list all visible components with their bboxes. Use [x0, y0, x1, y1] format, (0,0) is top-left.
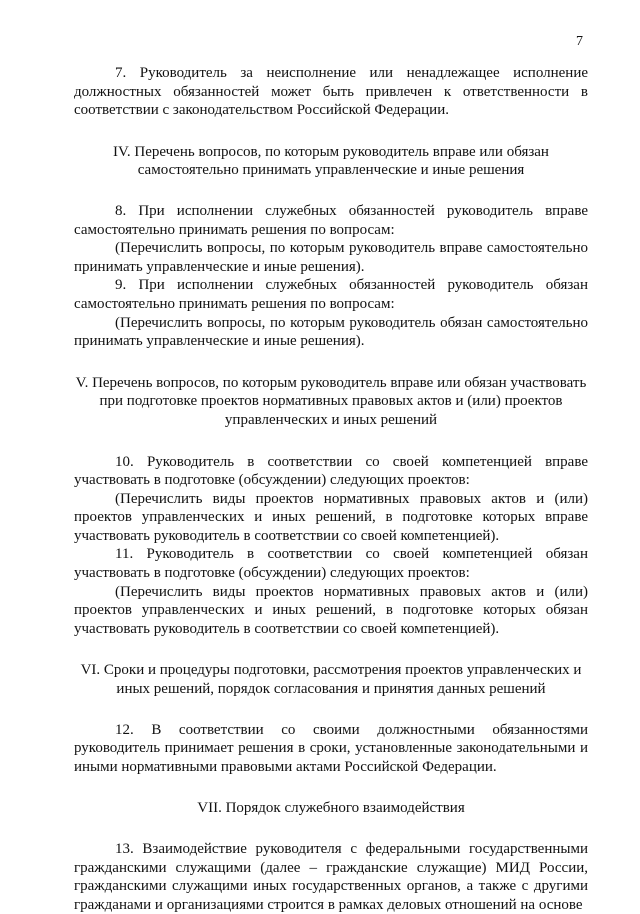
document-body	[74, 64, 588, 914]
paragraph-10-note: (Перечислить виды проектов нормативных правовых актов и (или) проектов управленческих и иных решений, в подготовке которых вправе участвовать руководитель в соответствии со своей компетенцией).	[74, 490, 588, 544]
section-heading-iv: IV. Перечень вопросов, по которым руководитель вправе или обязан самостоятельно принимать управленческие и иные решения	[113, 143, 549, 179]
paragraph-9-note: (Перечислить вопросы, по которым руководитель обязан самостоятельно принимать управленческие и иные решения).	[74, 314, 588, 350]
section-heading-v: V. Перечень вопросов, по которым руководитель вправе или обязан участвовать при подготовке проектов нормативных правовых актов и (или) проектов управленческих и иных решений	[75, 374, 587, 428]
section-heading-vi: VI. Сроки и процедуры подготовки, рассмотрения проектов управленческих и иных решений, порядок согласования и принятия данных решений	[80, 662, 582, 698]
paragraph-13: 13. Взаимодействие руководителя с федеральными государственными гражданскими служащими (далее – гражданские служащие) МИД России, гражданскими служащими иных государственных органов, а также с другими гражданами и организациями строится в рамках деловых отношений на основе	[74, 841, 588, 913]
paragraph-11: 11. Руководитель в соответствии со своей компетенцией обязан участвовать в подготовке (обсуждении) следующих проектов:	[74, 546, 588, 582]
paragraph-7: 7. Руководитель за неисполнение или ненадлежащее исполнение должностных обязанностей может быть привлечен к ответственности в соответствии с законодательством Российской Федерации.	[74, 65, 588, 119]
paragraph-12: 12. В соответствии со своими должностными обязанностями руководитель принимает решения в сроки, установленные законодательными и иными нормативными правовыми актами Российской Федерации.	[74, 721, 588, 775]
paragraph-8-note: (Перечислить вопросы, по которым руководитель вправе самостоятельно принимать управленческие и иные решения).	[74, 240, 588, 275]
paragraph-10: 10. Руководитель в соответствии со своей компетенцией вправе участвовать в подготовке (обсуждении) следующих проектов:	[74, 453, 588, 489]
paragraph-8: 8. При исполнении служебных обязанностей руководитель вправе самостоятельно принимать решения по вопросам:	[74, 202, 588, 238]
page-number: 7	[576, 34, 583, 49]
section-heading-vii: VII. Порядок служебного взаимодействия	[197, 800, 465, 817]
paragraph-11-note: (Перечислить виды проектов нормативных правовых актов и (или) проектов управленческих и иных решений, в подготовке которых обязан участвовать руководитель в соответствии со своей компетенцией).	[74, 583, 588, 637]
paragraph-9: 9. При исполнении служебных обязанностей руководитель обязан самостоятельно принимать решения по вопросам:	[74, 277, 588, 312]
